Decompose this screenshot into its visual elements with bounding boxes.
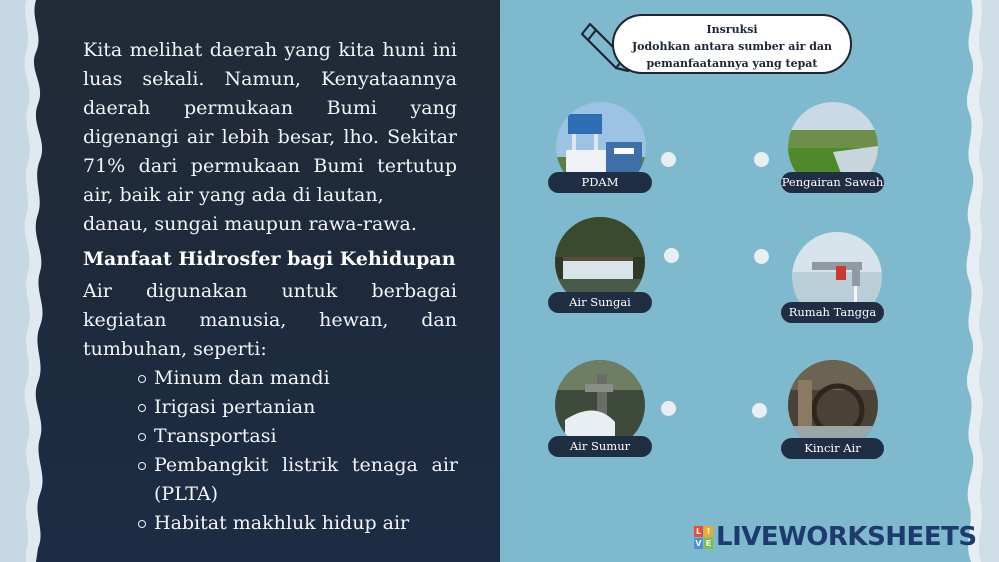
intro-paragraph bbox=[83, 36, 457, 239]
torn-paper-edge-right bbox=[949, 0, 999, 562]
instruction-box bbox=[612, 14, 852, 74]
source-connector-dot[interactable] bbox=[664, 248, 679, 263]
intro-text: Kita melihat daerah yang kita huni ini luas sekali. Namun, Kenyataannya daerah permukaan Bumi yang digenangi air lebih besar, lho. Sekitar 71% dari permukaan Bumi tertutup air, baik air yang ada di lautan, bbox=[83, 39, 457, 206]
logo-text: LIVEWORKSHEETS bbox=[716, 522, 977, 552]
use-label-pengairan-sawah: Pengairan Sawah bbox=[781, 172, 884, 193]
use-connector-dot[interactable] bbox=[752, 403, 767, 418]
logo-block: V bbox=[695, 538, 702, 548]
list-item: Habitat makhluk hidup air bbox=[138, 509, 458, 538]
source-connector-dot[interactable] bbox=[661, 401, 676, 416]
benefits-list bbox=[138, 364, 458, 538]
logo-block: I bbox=[704, 526, 713, 537]
section-heading: Manfaat Hidrosfer bagi Kehidupan bbox=[83, 248, 456, 270]
logo-block: E bbox=[705, 538, 712, 548]
instruction-line2: pemanfaatannya yang tepat bbox=[646, 57, 818, 70]
use-label-rumah-tangga: Rumah Tangga bbox=[781, 302, 884, 323]
list-item: Pembangkit listrik tenaga air (PLTA) bbox=[138, 451, 458, 509]
instruction-title: Insruksi bbox=[706, 23, 758, 36]
torn-paper-edge-left bbox=[0, 0, 60, 562]
list-item: Transportasi bbox=[138, 422, 458, 451]
water-wheel-photo bbox=[788, 360, 878, 450]
logo-block: L bbox=[695, 526, 702, 536]
list-item: Minum dan mandi bbox=[138, 364, 458, 393]
liveworksheets-logo bbox=[694, 522, 977, 552]
source-label-pdam: PDAM bbox=[548, 172, 652, 193]
source-label-air-sungai: Air Sungai bbox=[548, 292, 652, 313]
intro-text-line2: danau, sungai maupun rawa-rawa. bbox=[83, 213, 417, 235]
use-connector-dot[interactable] bbox=[754, 249, 769, 264]
list-item: Irigasi pertanian bbox=[138, 393, 458, 422]
source-label-air-sumur: Air Sumur bbox=[548, 436, 652, 457]
body-paragraph: Air digunakan untuk berbagai kegiatan manusia, hewan, dan tumbuhan, seperti: bbox=[83, 280, 457, 360]
instruction-line1: Jodohkan antara sumber air dan bbox=[631, 40, 833, 53]
use-label-kincir-air: Kincir Air bbox=[781, 438, 884, 459]
source-connector-dot[interactable] bbox=[661, 152, 676, 167]
use-connector-dot[interactable] bbox=[754, 152, 769, 167]
logo-blocks-icon bbox=[694, 526, 713, 549]
